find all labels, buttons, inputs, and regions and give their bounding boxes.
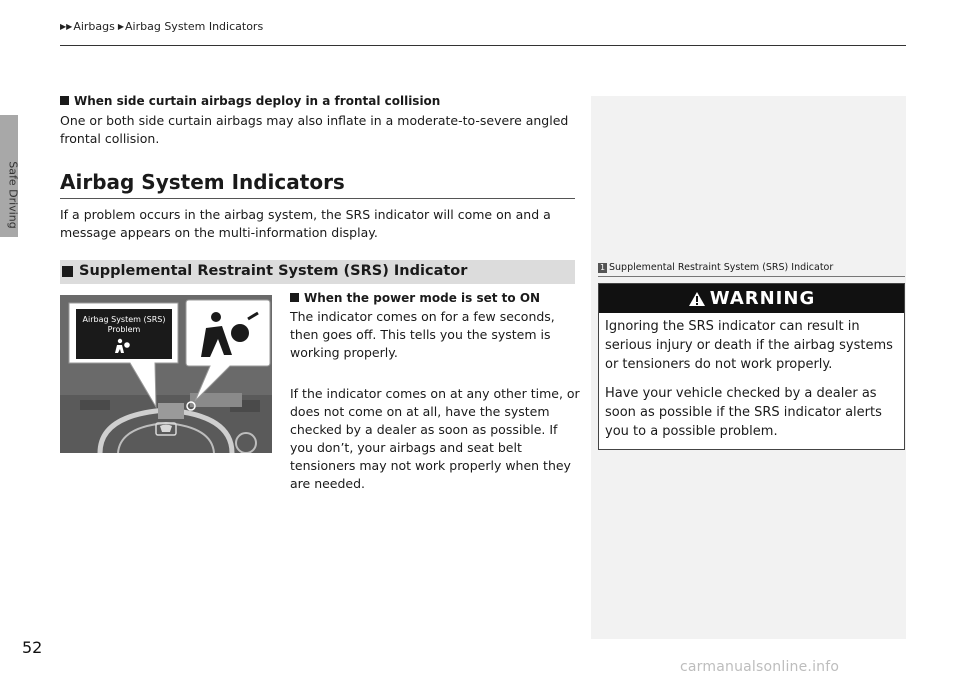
page-number: 52	[22, 638, 43, 657]
display-line-2: Problem	[107, 325, 141, 334]
note-divider	[598, 276, 905, 277]
side-curtain-text: One or both side curtain airbags may also inflate in a moderate-to-severe angled frontal collision.	[60, 113, 569, 146]
warning-label: WARNING	[709, 288, 816, 309]
intro-text: If a problem occurs in the airbag system, the SRS indicator will come on and a message appears on the multi-information display.	[60, 207, 551, 240]
square-bullet-icon	[290, 293, 299, 302]
note-number-badge: 1	[599, 263, 606, 272]
indicator-problem-text: If the indicator comes on at any other time, or does not come on at all, have the system checked by a dealer as soon as possible. If you don’t, your airbags and seat belt tensioners may not work properly when they are needed.	[290, 386, 580, 491]
breadcrumb-item-indicators[interactable]: Airbag System Indicators	[125, 20, 264, 33]
warning-text-1: Ignoring the SRS indicator can result in serious injury or death if the airbag systems or tensioners do not work properly.	[605, 319, 893, 372]
indicator-normal-text: The indicator comes on for a few seconds, then goes off. This tells you the system is working properly.	[290, 309, 555, 360]
breadcrumb	[60, 20, 266, 33]
side-curtain-heading	[60, 94, 440, 108]
power-mode-heading-text: When the power mode is set to ON	[304, 291, 541, 305]
breadcrumb-item-airbags[interactable]: Airbags	[73, 20, 115, 33]
warning-header	[599, 284, 904, 313]
note-title	[598, 262, 833, 273]
watermark: carmanualsonline.info	[680, 659, 840, 675]
header-divider	[60, 45, 906, 46]
warning-box	[598, 283, 905, 450]
power-mode-heading	[290, 291, 540, 305]
side-section-label: Safe Driving	[6, 161, 20, 229]
note-title-text: Supplemental Restraint System (SRS) Indicator	[609, 262, 834, 273]
dashboard-illustration	[60, 295, 272, 453]
srs-section-bar	[60, 260, 575, 284]
square-bullet-icon	[60, 96, 69, 105]
side-curtain-heading-text: When side curtain airbags deploy in a frontal collision	[74, 94, 441, 108]
title-divider	[60, 198, 575, 199]
srs-section-title: Supplemental Restraint System (SRS) Indicator	[79, 263, 468, 279]
warning-triangle-icon	[688, 291, 706, 307]
breadcrumb-arrow-icon: ▶	[117, 22, 125, 31]
warning-text-2: Have your vehicle checked by a dealer as soon as possible if the SRS indicator alerts you to a possible problem.	[605, 386, 882, 439]
display-line-1: Airbag System (SRS)	[82, 315, 166, 324]
breadcrumb-arrow-icon: ▶▶	[60, 22, 73, 31]
square-bullet-icon	[62, 266, 73, 277]
page-title: Airbag System Indicators	[60, 170, 345, 194]
